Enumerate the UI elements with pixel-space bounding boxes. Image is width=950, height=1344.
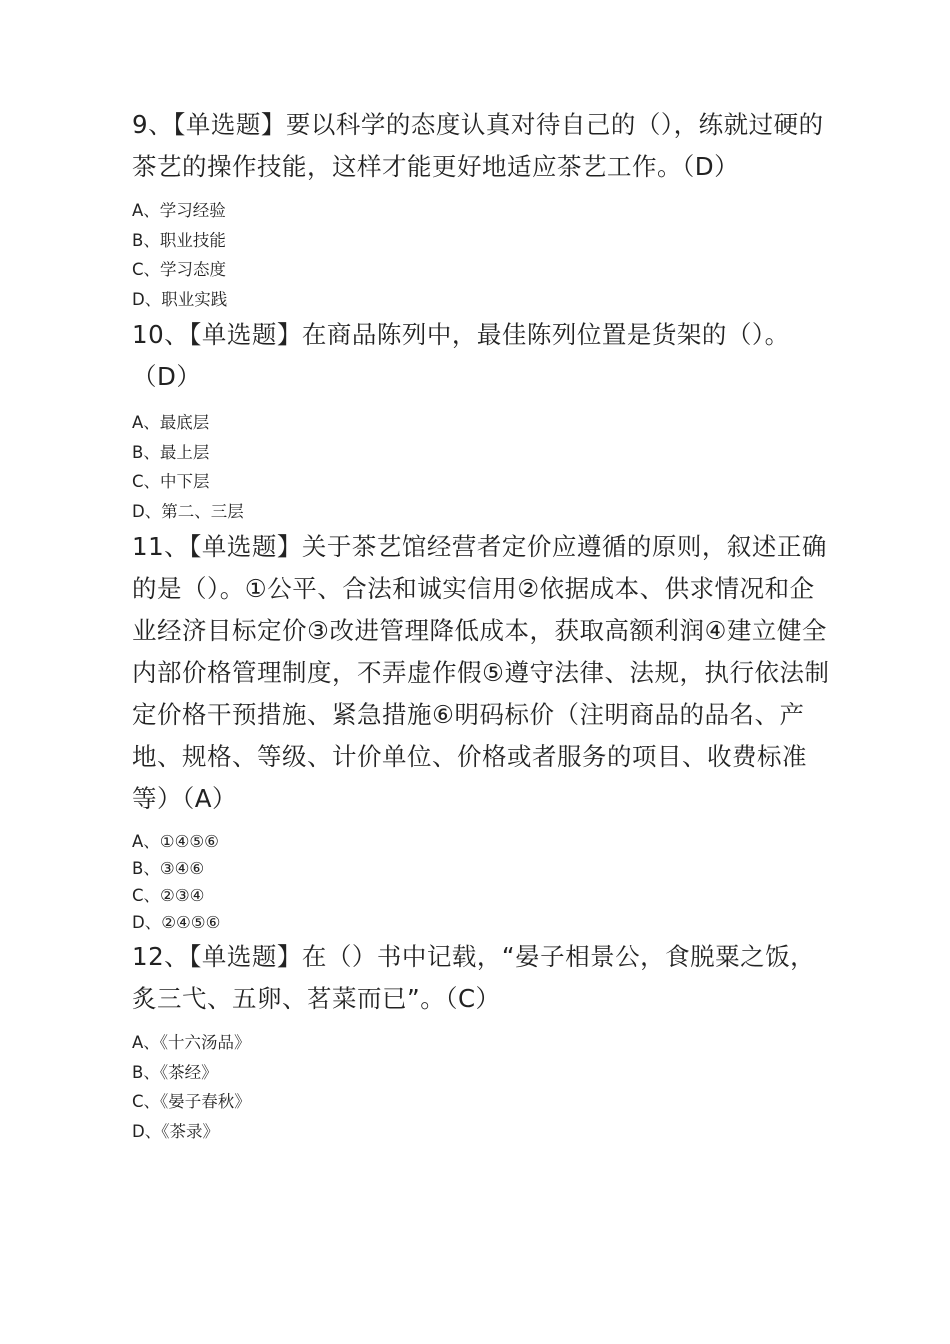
option-b: B、《茶经》	[132, 1062, 218, 1082]
question-text: 10、【单选题】在商品陈列中，最佳陈列位置是货架的（）。（D）	[132, 320, 790, 391]
option-d: D、职业实践	[132, 289, 228, 309]
exam-page	[132, 104, 832, 1146]
question-text: 12、【单选题】在（）书中记载，“晏子相景公，食脱粟之饭，炙三弋、五卵、茗菜而已”。（C）	[132, 942, 816, 1013]
option-b: B、③④⑥	[132, 859, 205, 878]
option-a: A、最底层	[132, 413, 210, 432]
question-10	[132, 314, 832, 526]
option-d: D、《茶录》	[132, 1121, 219, 1141]
question-text: 9、【单选题】要以科学的态度认真对待自己的（），练就过硬的茶艺的操作技能，这样才能更好地适应茶艺工作。（D）	[132, 110, 824, 181]
option-list	[132, 196, 832, 314]
option-c: C、②③④	[132, 886, 205, 905]
option-b: B、最上层	[132, 442, 210, 462]
option-list	[132, 828, 832, 936]
option-a: A、《十六汤品》	[132, 1033, 251, 1052]
option-c: C、学习态度	[132, 260, 227, 279]
option-a: A、①④⑤⑥	[132, 832, 219, 851]
question-12	[132, 936, 832, 1146]
option-list	[132, 408, 832, 526]
question-9	[132, 104, 832, 314]
option-list	[132, 1028, 832, 1146]
option-d: D、第二、三层	[132, 501, 244, 521]
option-c: C、中下层	[132, 472, 210, 491]
question-11	[132, 526, 832, 936]
option-c: C、《晏子春秋》	[132, 1092, 251, 1111]
option-d: D、②④⑤⑥	[132, 913, 221, 932]
option-b: B、职业技能	[132, 230, 226, 250]
option-a: A、学习经验	[132, 201, 226, 220]
question-text: 11、【单选题】关于茶艺馆经营者定价应遵循的原则，叙述正确的是（）。①公平、合法和诚实信用②依据成本、供求情况和企业经济目标定价③改进管理降低成本，获取高额利润④建立健全内部价格管理制度，不弄虚作假⑤遵守法律、法规，执行依法制定价格干预措施、紧急措施⑥明码标价（注明商品的品名、产地、规格、等级、计价单位、价格或者服务的项目、收费标准等）（A）	[132, 532, 830, 813]
